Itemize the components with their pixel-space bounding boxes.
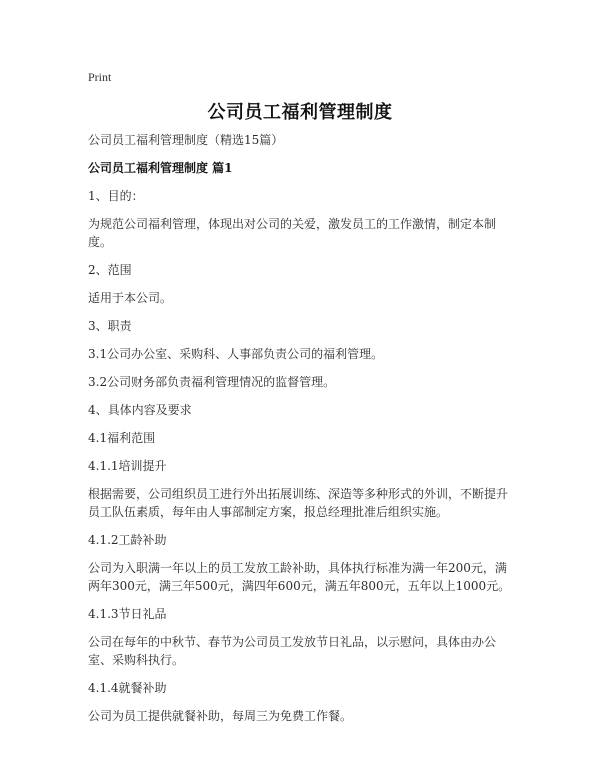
print-label: Print bbox=[88, 70, 112, 84]
paragraph: 4.1.3节日礼品 bbox=[88, 607, 167, 621]
paragraph: 4.1.2工龄补助 bbox=[88, 533, 167, 547]
paragraph: 根据需要，公司组织员工进行外出拓展训练、深造等多种形式的外训，不断提升员工队伍素质，每年由人事部制定方案，报总经理批准后组织实施。 bbox=[88, 487, 509, 519]
paragraph: 适用于本公司。 bbox=[88, 291, 173, 305]
document-body bbox=[88, 131, 518, 735]
paragraph: 4、具体内容及要求 bbox=[88, 403, 192, 417]
paragraph: 3.2公司财务部负责福利管理情况的监督管理。 bbox=[88, 375, 336, 389]
paragraph: 1、目的： bbox=[88, 189, 144, 203]
paragraph: 为规范公司福利管理，体现出对公司的关爱，激发员工的工作激情，制定本制度。 bbox=[88, 217, 497, 249]
paragraph: 公司在每年的中秋节、春节为公司员工发放节日礼品，以示慰问，具体由办公室、采购科执行。 bbox=[88, 635, 497, 667]
paragraph: 公司为入职满一年以上的员工发放工龄补助，具体执行标准为满一年200元，满两年300元，满三年500元，满四年600元，满五年800元，五年以上1000元。 bbox=[88, 561, 511, 593]
paragraph: 4.1福利范围 bbox=[88, 431, 156, 445]
document-title: 公司员工福利管理制度 bbox=[207, 102, 393, 123]
paragraph: 3.1公司办公室、采购科、人事部负责公司的福利管理。 bbox=[88, 347, 384, 361]
section-heading: 公司员工福利管理制度 篇1 bbox=[88, 161, 233, 175]
paragraph: 公司为员工提供就餐补助，每周三为免费工作餐。 bbox=[88, 709, 353, 723]
document-subtitle: 公司员工福利管理制度（精选15篇） bbox=[88, 133, 284, 147]
paragraph: 4.1.4就餐补助 bbox=[88, 681, 167, 695]
paragraph: 2、范围 bbox=[88, 263, 132, 277]
paragraph: 3、职责 bbox=[88, 319, 132, 333]
paragraph: 4.1.1培训提升 bbox=[88, 459, 167, 473]
